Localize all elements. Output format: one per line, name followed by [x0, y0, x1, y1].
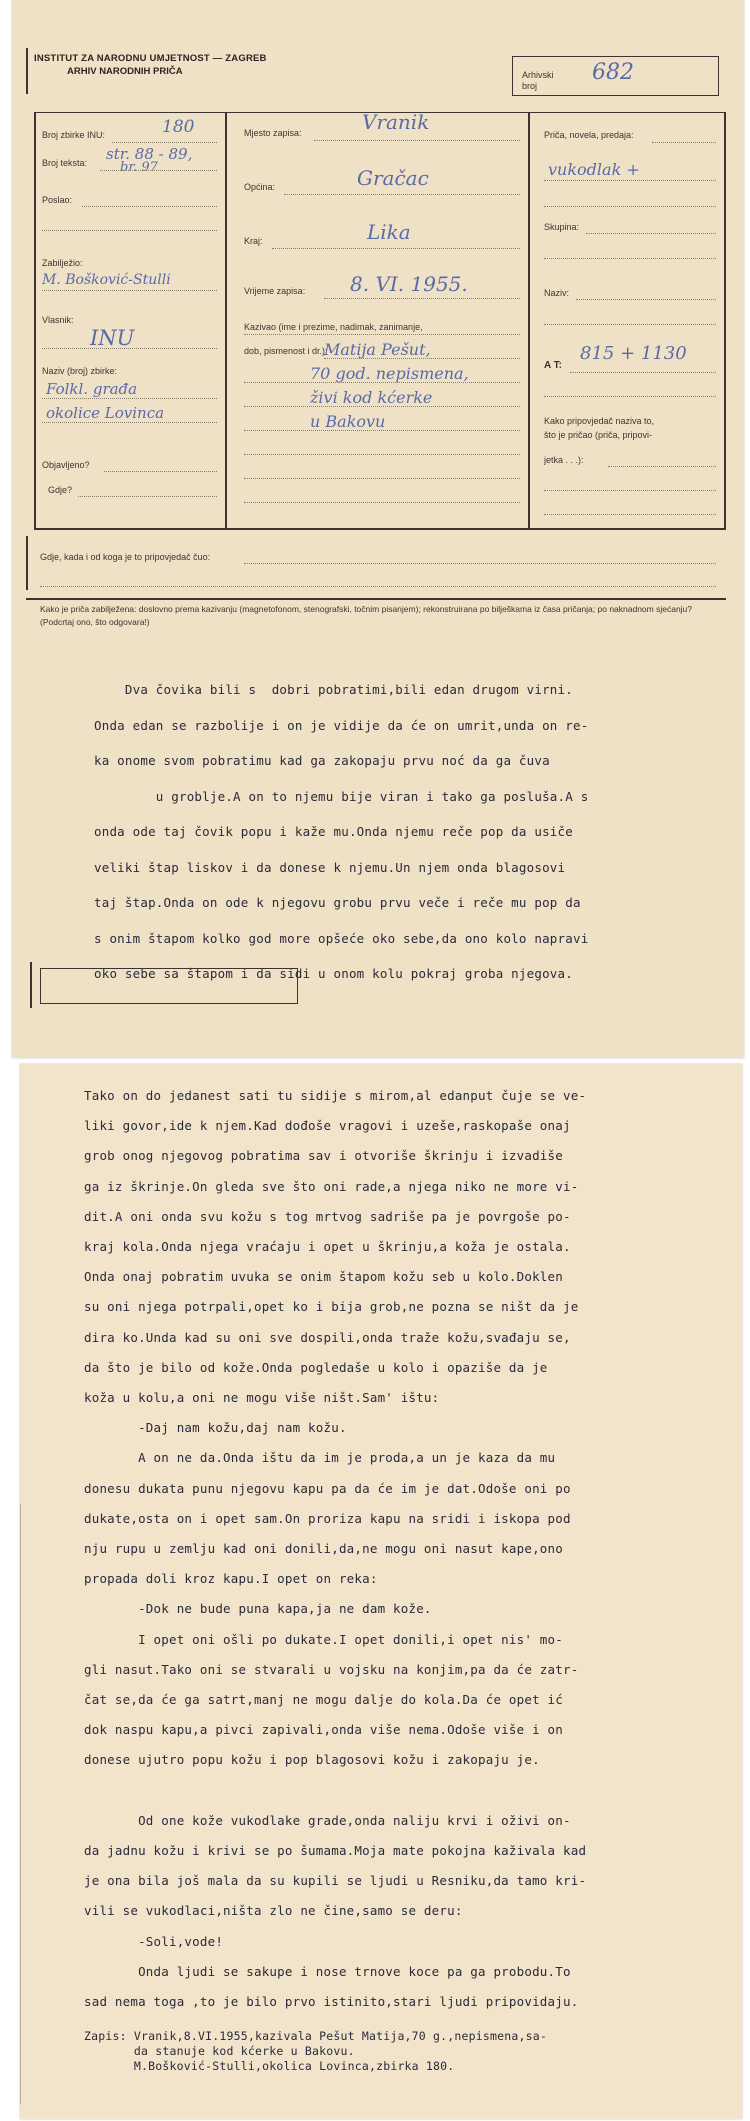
poslao-line	[82, 206, 217, 207]
at-line-2	[544, 396, 716, 397]
teksta-label: Broj teksta:	[42, 158, 88, 168]
story-line: koža u kolu,a oni ne mogu više ništ.Sam' ištu:	[84, 1390, 440, 1405]
naziv-label: Naziv:	[544, 288, 570, 298]
archive-number-label: Arhivski broj	[522, 70, 554, 91]
kazivao-label-2: dob, pismenost i dr.):	[244, 346, 328, 356]
story-line: su oni njega potrpali,opet ko i bija grob,ne pozna se ništ da je	[84, 1299, 579, 1315]
zabiljezio-line	[42, 290, 217, 291]
form-frame-bottom	[34, 528, 726, 530]
story-line: onda ode taj čovik popu i kaže mu.Onda njemu reče pop da usiče	[94, 824, 573, 839]
zabiljezio-label: Zabilježio:	[42, 258, 83, 268]
kako-prip-line-1	[608, 466, 716, 467]
kazivao-line-6	[244, 478, 520, 479]
mjesto-line	[314, 140, 520, 141]
kazivao-value-2: 70 god. nepismena,	[310, 364, 469, 383]
story-line: -Daj nam kožu,daj nam kožu.	[84, 1420, 347, 1436]
story-line: liki govor,ide k njem.Kad dođoše vragovi i uzeše,raskopaše onaj	[84, 1118, 571, 1134]
kraj-value: Lika	[367, 220, 411, 244]
story-line: taj štap.Onda on ode k njegovu grobu prvu veče i reče mu pop da	[94, 895, 581, 910]
story-line: s onim štapom kolko god more opšeće oko sebe,da ono kolo napravi	[94, 930, 589, 946]
teksta-line	[100, 170, 217, 171]
naziv-line-2	[544, 324, 716, 325]
opcina-line	[284, 194, 520, 195]
kako-prip-label-3: jetka . . .):	[544, 455, 584, 465]
empty-bottom-box	[40, 968, 298, 1004]
naziv-zbirke-line-2	[42, 422, 217, 423]
story-line: donese ujutro popu kožu i pop blagosovi kožu i zakopaju je.	[84, 1752, 540, 1768]
bottom-bracket	[30, 962, 32, 1008]
gdje-kada-line-1	[244, 563, 716, 564]
zbirka-line	[112, 142, 217, 143]
kazivao-line-4	[244, 430, 520, 431]
story-line: A on ne da.Onda ištu da im je proda,a un je kaza da mu	[84, 1450, 556, 1466]
story-line: dit.A oni onda svu kožu s tog mrtvog sadriše pa je povrgoše po-	[84, 1208, 571, 1224]
teksta-value-2: br. 97	[120, 160, 158, 175]
kazivao-line-3	[244, 406, 520, 407]
vrijeme-value: 8. VI. 1955.	[350, 272, 468, 296]
skupina-label: Skupina:	[544, 222, 580, 232]
kako-prip-line-2	[544, 490, 716, 491]
kako-prip-line-3	[544, 514, 716, 515]
objavljeno-line	[104, 471, 217, 472]
story-line: I opet oni ošli po dukate.I opet donili,i opet nis' mo-	[84, 1631, 563, 1647]
archive-number-value: 682	[592, 60, 634, 85]
story-line: u groblje.A on to njemu bije viran i tako ga posluša.A s	[94, 788, 589, 804]
story-line: gli nasut.Tako oni se stvarali u vojsku na konjim,pa da će zatr-	[84, 1661, 579, 1677]
story-line: Onda onaj pobratim uvuka se onim štapom kožu seb u kolo.Doklen	[84, 1269, 563, 1285]
story-line: oko sebe sa štapom i da sidi u onom kolu pokraj groba njegova.	[94, 966, 573, 981]
teksta-value: str. 88 - 89,	[106, 145, 193, 163]
kraj-line	[272, 248, 520, 249]
at-value: 815 + 1130	[580, 343, 687, 364]
opcina-label: Općina:	[244, 182, 276, 192]
story-line: Tako on do jedanest sati tu sidije s mirom,al edanput čuje se ve-	[84, 1088, 587, 1103]
vrijeme-label: Vrijeme zapisa:	[244, 286, 306, 296]
kazivao-line-1	[324, 358, 520, 359]
gdje-kada-label: Gdje, kada i od koga je to pripovjedač čuo:	[40, 552, 211, 562]
section-rule	[26, 598, 726, 600]
naziv-zbirke-value-2: okolice Lovinca	[46, 404, 165, 422]
gdje-kada-line-2	[40, 586, 716, 587]
gdje-line	[78, 496, 217, 497]
prica-line-2	[544, 206, 716, 207]
kazivao-value-3: živi kod kćerke	[310, 388, 433, 407]
mjesto-value: Vranik	[362, 110, 430, 134]
kazivao-label-1: Kazivao (ime i prezime, nadimak, zanimanje,	[244, 322, 423, 332]
story-line: dok naspu kapu,a pivci zapivali,onda više nema.Odoše više i on	[84, 1722, 563, 1738]
story-line: donesu dukata punu njegovu kapu pa da će im je dat.Odoše oni po	[84, 1480, 571, 1496]
vlasnik-label: Vlasnik:	[42, 315, 74, 325]
story-line: ka onome svom pobratimu kad ga zakopaju prvu noć da ga čuva	[94, 753, 550, 768]
story-line: Dva čovika bili s dobri pobratimi,bili edan drugom virni.	[94, 682, 573, 697]
kazivao-line-0	[244, 334, 520, 335]
naziv-line	[576, 299, 716, 300]
story-line: kraj kola.Onda njega vraćaju i opet u škrinju,a koža je ostala.	[84, 1239, 571, 1254]
zbirka-value: 180	[162, 117, 195, 137]
column-divider-1	[225, 112, 227, 530]
naziv-zbirke-line-1	[42, 398, 217, 399]
story-line: nju rupu u zemlju kad oni donili,da,ne mogu oni nasut kape,ono	[84, 1541, 563, 1556]
story-line: veliki štap liskov i da donese k njemu.Un njem onda blagosovi	[94, 859, 566, 875]
column-divider-2	[528, 112, 530, 530]
poslao-label: Poslao:	[42, 195, 73, 205]
form-frame-right	[724, 112, 726, 530]
archive-card-page-2	[20, 1064, 742, 2119]
kazivao-line-2	[244, 382, 520, 383]
kazivao-line-5	[244, 454, 520, 455]
form-frame-left	[34, 112, 36, 530]
zbirka-label: Broj zbirke INU:	[42, 130, 106, 140]
story-line: Onda ljudi se sakupe i nose trnove koce pa ga probodu.To	[84, 1963, 571, 1979]
story-line: čat se,da će ga satrt,manj ne mogu dalje do kola.Da će opet ić	[84, 1692, 563, 1707]
story-line: propada doli kroz kapu.I opet on reka:	[84, 1571, 378, 1587]
story-line: Onda edan se razbolije i on je vidije da će on umrit,unda on re-	[94, 717, 589, 733]
transcription-note: Kako je priča zabilježena: doslovno prema kazivanju (magnetofonom, stenografski, točnim pisanjem); rekonstruirana po bilješkama iz časa pričanja; po naknadnom sjećanju? (Podcrtaj ono, što odgovara!)	[40, 604, 693, 627]
story-line: -Soli,vode!	[84, 1933, 224, 1949]
naziv-zbirke-value-1: Folkl. građa	[46, 380, 138, 398]
kazivao-value-4: u Bakovu	[310, 412, 386, 431]
prica-value: vukodlak +	[548, 160, 640, 179]
story-line: je ona bila još mala da su kupili se ljudi u Resniku,da tamo kri-	[84, 1873, 587, 1889]
story-line: vili se vukodlaci,ništa zlo ne čine,samo se deru:	[84, 1903, 463, 1919]
prica-label: Priča, novela, predaja:	[544, 130, 634, 140]
at-label: A T:	[544, 360, 562, 371]
zabiljezio-value: M. Bošković-Stulli	[42, 272, 171, 288]
at-line	[570, 372, 716, 373]
story-line: sad nema toga ,to je bilo prvo istinito,stari ljudi pripovidaju.	[84, 1994, 579, 2009]
signature-line: Zapis: Vranik,8.VI.1955,kazivala Pešut Matija,70 g.,nepismena,sa-	[84, 2029, 548, 2043]
kako-prip-label-1: Kako pripovjedač naziva to,	[544, 416, 655, 426]
punch-margin-line	[26, 48, 28, 94]
mjesto-label: Mjesto zapisa:	[244, 128, 302, 138]
story-line: da jadnu kožu i krivi se po šumama.Moja mate pokojna kaživala kad	[84, 1843, 587, 1858]
vlasnik-value: INU	[90, 326, 135, 350]
prica-line-1	[544, 180, 716, 181]
archive-card-page-1	[12, 0, 744, 1058]
gdje-label: Gdje?	[48, 485, 73, 495]
vrijeme-line	[324, 298, 520, 299]
page-fold-line	[20, 1504, 21, 2104]
story-line: Od one kože vukodlake grade,onda naliju krvi i oživi on-	[84, 1812, 571, 1828]
kazivao-line-7	[244, 502, 520, 503]
institute-title: INSTITUT ZA NARODNU UMJETNOST — ZAGREB	[34, 53, 267, 64]
archive-title: ARHIV NARODNIH PRIČA	[67, 66, 183, 77]
kazivao-value-1: Matija Pešut,	[324, 340, 431, 359]
kraj-label: Kraj:	[244, 236, 263, 246]
story-line: dira ko.Unda kad su oni sve dospili,onda traže kožu,svađaju se,	[84, 1329, 571, 1345]
gdje-kada-bracket	[26, 536, 28, 590]
poslao-line-2	[42, 230, 217, 231]
objavljeno-label: Objavljeno?	[42, 460, 90, 470]
signature-line: M.Bošković-Stulli,okolica Lovinca,zbirka 180.	[84, 2059, 455, 2073]
skupina-line-2	[544, 258, 716, 259]
skupina-line	[586, 233, 716, 234]
prica-line-0	[652, 142, 716, 143]
story-line: da što je bilo od kože.Onda pogledaše u kolo i opaziše da je	[84, 1359, 548, 1375]
story-line: dukate,osta on i opet sam.On proriza kapu na sridi i iskopa pod	[84, 1510, 571, 1526]
kako-prip-label-2: što je pričao (priča, pripovi-	[544, 430, 653, 440]
story-line: grob onog njegovog pobratima sav i otvoriše škrinju i izvadiše	[84, 1148, 563, 1164]
vlasnik-line	[42, 348, 217, 349]
story-line: -Dok ne bude puna kapa,ja ne dam kože.	[84, 1601, 432, 1617]
opcina-value: Gračac	[357, 166, 429, 190]
signature-line: da stanuje kod kćerke u Bakovu.	[84, 2044, 355, 2058]
story-line: ga iz škrinje.On gleda sve što oni rade,a njega niko ne more vi-	[84, 1178, 579, 1194]
naziv-zbirke-label: Naziv (broj) zbirke:	[42, 366, 118, 376]
